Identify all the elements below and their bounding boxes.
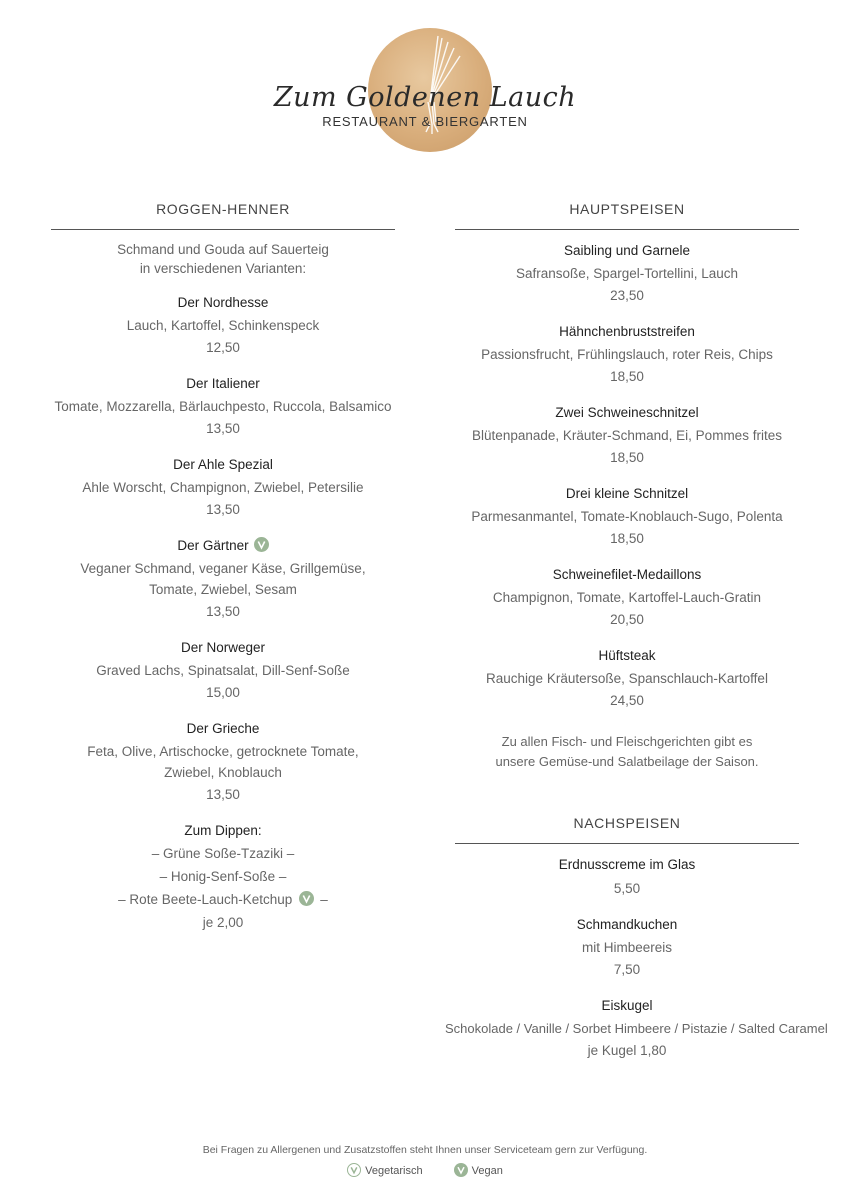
item-price: 13,50	[206, 421, 240, 436]
item-name: Hüftsteak	[598, 648, 656, 663]
item-description: Rauchige Kräutersoße, Spanschlauch-Kartoffel	[486, 671, 768, 686]
item-description: Veganer Schmand, veganer Käse, Grillgemüse,	[80, 561, 366, 576]
dip-line: – Honig-Senf-Soße –	[159, 869, 287, 884]
menu-item	[51, 292, 395, 359]
dip-line: – Rote Beete-Lauch-Ketchup	[118, 892, 293, 907]
hauptspeisen-section	[445, 196, 828, 1076]
item-description: Ahle Worscht, Champignon, Zwiebel, Petersilie	[82, 480, 364, 495]
item-name: Der Italiener	[186, 376, 260, 391]
item-description: Lauch, Kartoffel, Schinkenspeck	[126, 318, 320, 333]
item-description: mit Himbeereis	[581, 940, 673, 955]
item-name: Drei kleine Schnitzel	[565, 486, 689, 501]
menu-item	[51, 454, 395, 521]
menu-item	[51, 535, 395, 623]
item-price: 13,50	[206, 787, 240, 802]
menu-item	[455, 914, 799, 981]
item-description: Schokolade / Vanille / Sorbet Himbeere / Pistazie / Salted Caramel	[445, 1021, 828, 1036]
item-price: 18,50	[610, 531, 644, 546]
item-name: Der Norweger	[180, 640, 266, 655]
item-price: 23,50	[610, 288, 644, 303]
menu-item	[455, 564, 799, 631]
dips-title: Zum Dippen:	[184, 823, 262, 838]
item-price: 20,50	[610, 612, 644, 627]
nachspeisen-section	[445, 810, 828, 1062]
item-name: Hähnchenbruststreifen	[559, 324, 695, 339]
item-price: 12,50	[206, 340, 240, 355]
legend-vegan	[454, 1163, 503, 1177]
menu-item	[455, 483, 799, 550]
vegan-icon	[299, 891, 314, 906]
legend-vegan-label: Vegan	[471, 1165, 503, 1177]
section-title: ROGGEN-HENNER	[156, 201, 290, 217]
item-description: Safransoße, Spargel-Tortellini, Lauch	[515, 266, 739, 281]
item-name: Erdnusscreme im Glas	[558, 857, 696, 872]
legend-vegetarian-label: Vegetarisch	[365, 1165, 423, 1177]
item-description: Blütenpanade, Kräuter-Schmand, Ei, Pommes frites	[472, 428, 782, 443]
item-description: Champignon, Tomate, Kartoffel-Lauch-Gratin	[492, 590, 762, 605]
vegetarian-icon	[347, 1163, 361, 1177]
section-title: HAUPTSPEISEN	[569, 201, 685, 217]
dip-line-row	[51, 888, 395, 911]
item-price: 5,50	[613, 881, 641, 896]
item-description: Parmesanmantel, Tomate-Knoblauch-Sugo, Polenta	[471, 509, 783, 524]
legend-vegetarian	[347, 1163, 422, 1177]
item-price: 18,50	[610, 450, 644, 465]
item-name: Eiskugel	[601, 998, 653, 1013]
dip-line: – Grüne Soße-Tzaziki –	[151, 846, 295, 861]
item-name: Der Ahle Spezial	[173, 457, 273, 472]
item-description: Tomate, Mozzarella, Bärlauchpesto, Ruccola, Balsamico	[54, 399, 392, 414]
menu-item	[455, 645, 799, 712]
brand-name: Zum Goldenen Lauch	[273, 82, 577, 113]
item-name: Schweinefilet-Medaillons	[552, 567, 702, 582]
item-name-row	[51, 535, 395, 557]
item-name: Zwei Schweineschnitzel	[555, 405, 699, 420]
menu-item	[51, 637, 395, 704]
item-description: Feta, Olive, Artischocke, getrocknete Tomate,	[87, 744, 359, 759]
item-description: Passionsfrucht, Frühlingslauch, roter Reis, Chips	[481, 347, 773, 362]
menu-item	[445, 995, 828, 1062]
allergen-note: Bei Fragen zu Allergenen und Zusatzstoffen steht Ihnen unser Serviceteam gern zur Verfügung.	[202, 1144, 648, 1156]
section-intro: Schmand und Gouda auf Sauerteig in verschiedenen Varianten:	[117, 242, 329, 276]
item-price: 13,50	[206, 502, 240, 517]
item-description: Tomate, Zwiebel, Sesam	[149, 582, 297, 597]
divider	[455, 229, 799, 230]
item-description: Graved Lachs, Spinatsalat, Dill-Senf-Soße	[96, 663, 350, 678]
item-price: je Kugel 1,80	[587, 1043, 667, 1058]
item-name: Der Grieche	[186, 721, 260, 736]
vegan-icon	[254, 537, 269, 552]
brand-subtitle: RESTAURANT & BIERGARTEN	[322, 114, 528, 129]
menu-item	[51, 373, 395, 440]
item-name: Schmandkuchen	[576, 917, 678, 932]
item-price: 24,50	[610, 693, 644, 708]
menu-item	[455, 402, 799, 469]
dips-price: je 2,00	[202, 915, 244, 930]
menu-item	[455, 321, 799, 388]
roggen-henner-section	[51, 196, 395, 948]
item-price: 18,50	[610, 369, 644, 384]
diet-legend	[0, 1163, 850, 1177]
menu-item	[455, 854, 799, 900]
menu-item	[51, 718, 395, 806]
item-price: 13,50	[206, 604, 240, 619]
section-title: NACHSPEISEN	[573, 815, 681, 831]
logo	[0, 22, 850, 162]
item-price: 15,00	[206, 685, 240, 700]
item-name: Saibling und Garnele	[563, 243, 691, 258]
dips-block	[51, 820, 395, 934]
divider	[455, 843, 799, 844]
dip-line-end: –	[320, 892, 328, 907]
item-price: 7,50	[613, 962, 641, 977]
item-name: Der Gärtner	[177, 538, 249, 553]
side-dish-note: Zu allen Fisch- und Fleischgerichten gibt es unsere Gemüse-und Salatbeilage der Saison.	[495, 734, 759, 769]
vegan-icon	[454, 1163, 468, 1177]
item-description: Zwiebel, Knoblauch	[164, 765, 282, 780]
divider	[51, 229, 395, 230]
menu-item	[455, 240, 799, 307]
item-name: Der Nordhesse	[177, 295, 269, 310]
